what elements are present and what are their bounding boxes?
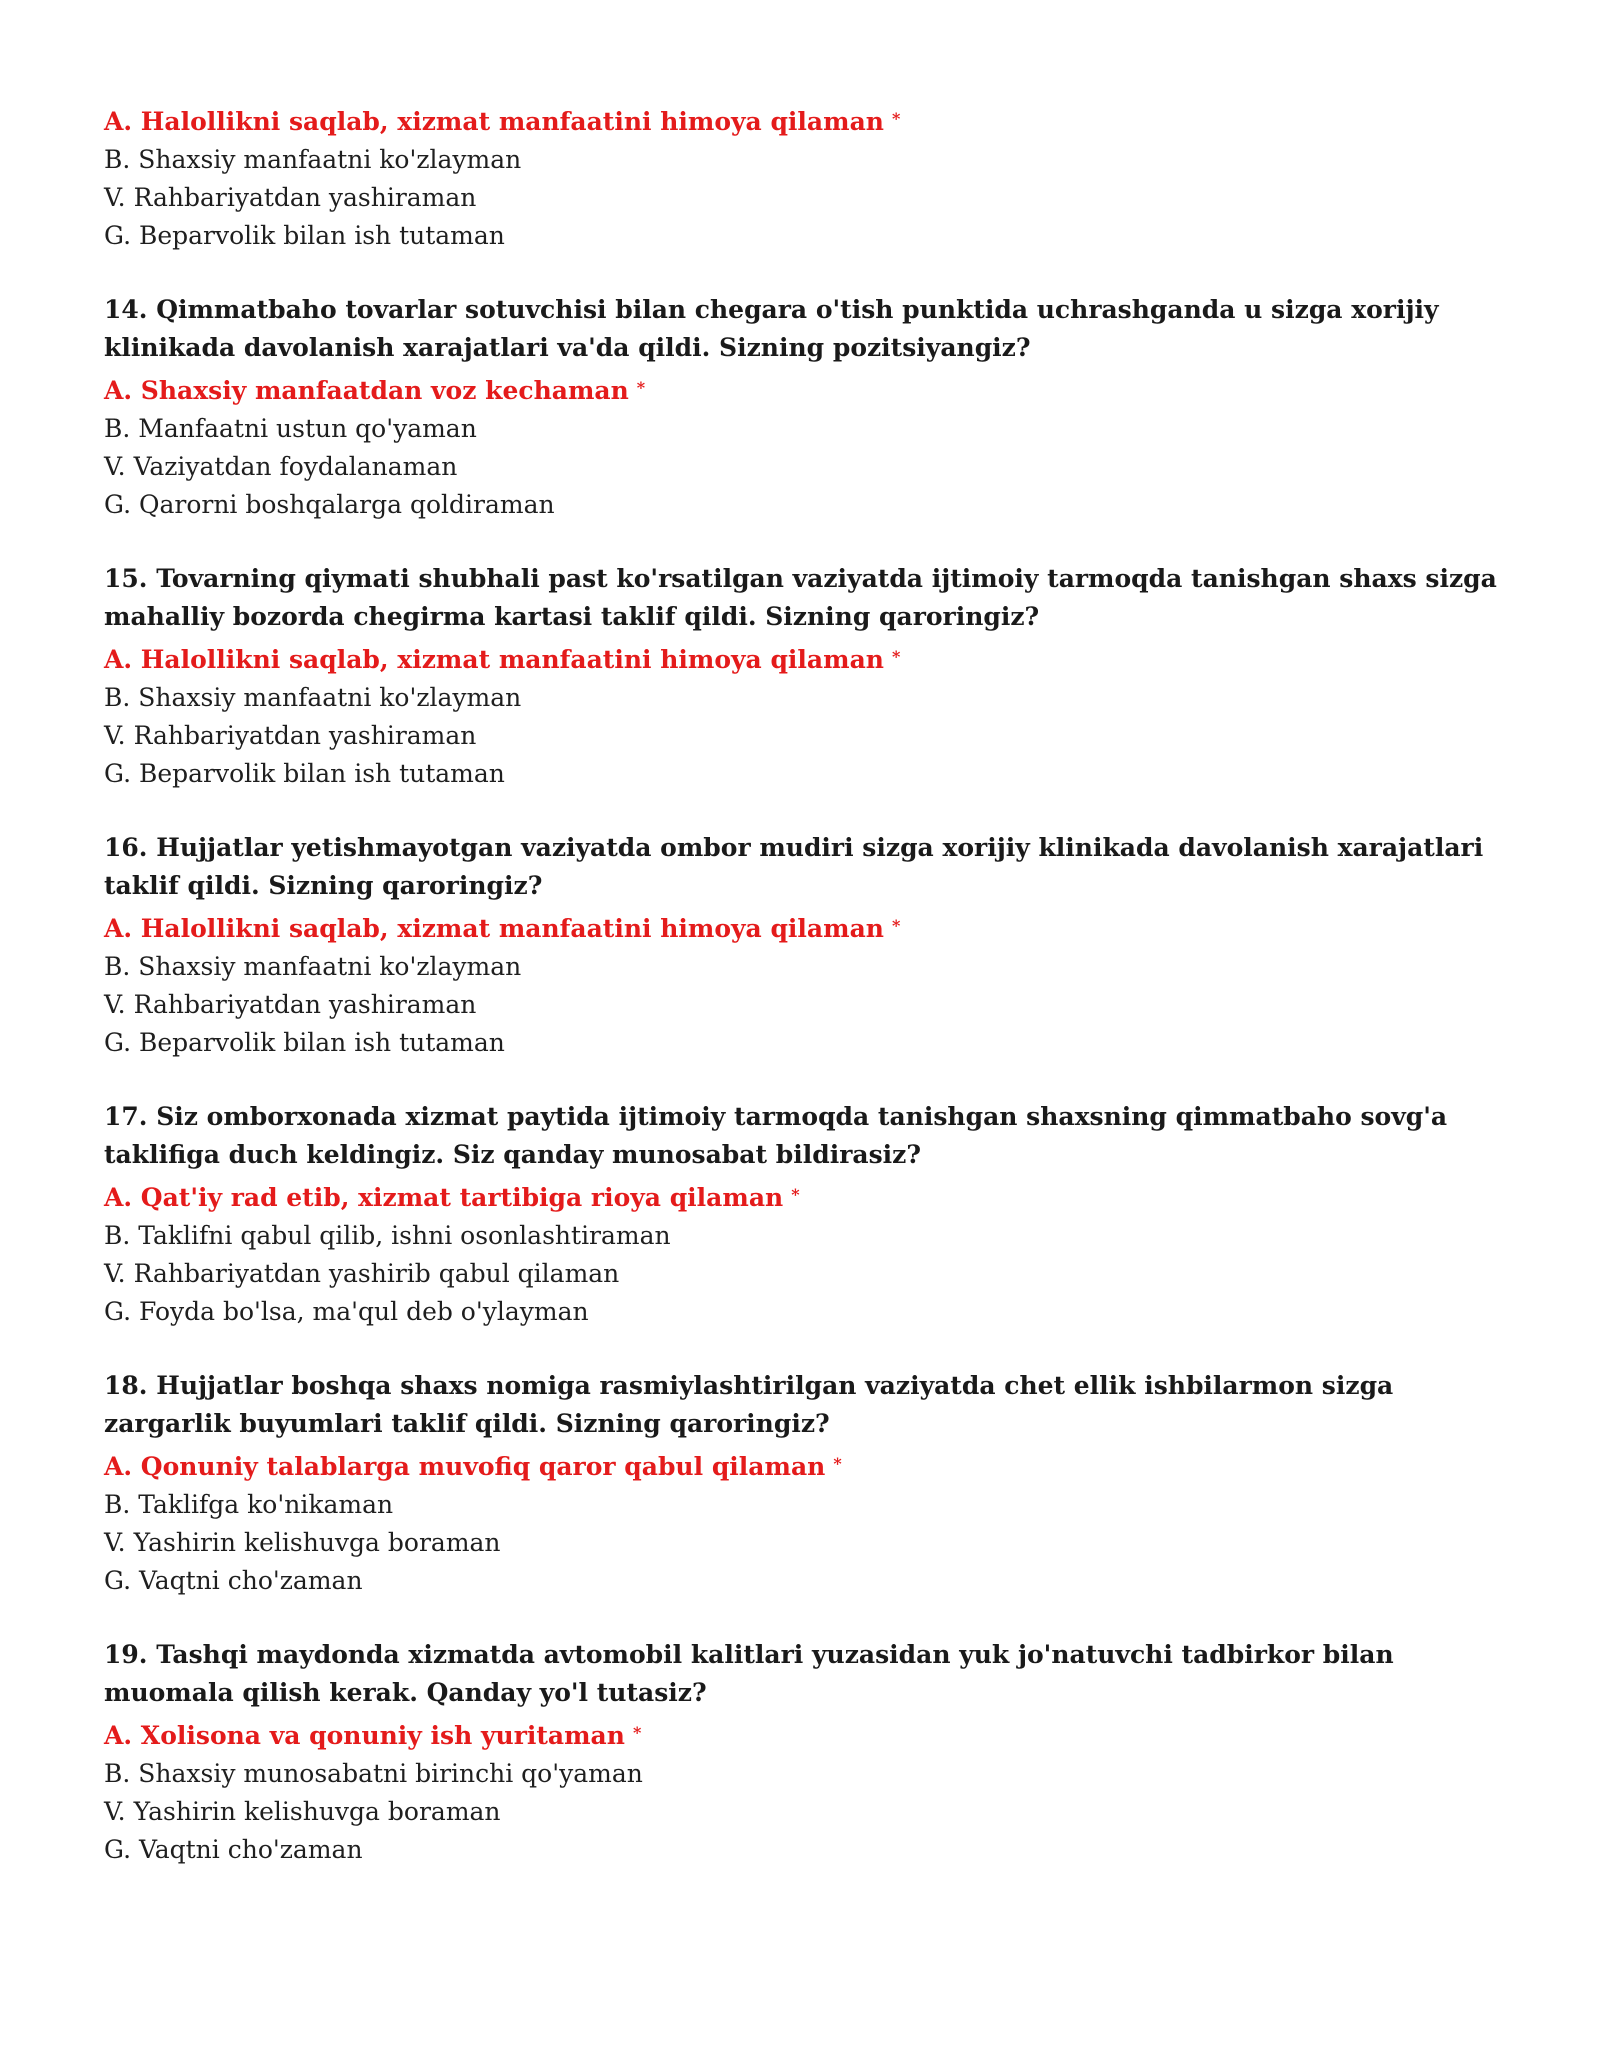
answer-option: G. Qarorni boshqalarga qoldiraman [104,490,555,519]
answer-correct: A. Halollikni saqlab, xizmat manfaatini himoya qilaman * [104,107,901,136]
question-text: 17. Siz omborxonada xizmat paytida ijtimoiy tarmoqda tanishgan shaxsning qimmatbaho sovg'a taklifiga duch keldingiz. Siz qanday munosabat bildirasiz? [104,1102,1448,1169]
correct-marker-icon: * [636,378,646,397]
answer-correct: A. Halollikni saqlab, xizmat manfaatini himoya qilaman * [104,645,901,674]
question-text: 15. Tovarning qiymati shubhali past ko'rsatilgan vaziyatda ijtimoiy tarmoqda tanishgan shaxs sizga mahalliy bozorda chegirma kartasi taklif qildi. Sizning qaroringiz? [104,564,1497,631]
question-block-15 [104,560,1524,793]
question-block-14 [104,291,1524,524]
question-text: 19. Tashqi maydonda xizmatda avtomobil kalitlari yuzasidan yuk jo'natuvchi tadbirkor bilan muomala qilish kerak. Qanday yo'l tutasiz? [104,1640,1394,1707]
question-block-16 [104,829,1524,1062]
question-text: 18. Hujjatlar boshqa shaxs nomiga rasmiylashtirilgan vaziyatda chet ellik ishbilarmon sizga zargarlik buyumlari taklif qildi. Sizning qaroringiz? [104,1371,1394,1438]
answer-option: V. Yashirin kelishuvga boraman [104,1528,501,1557]
answer-option: B. Shaxsiy manfaatni ko'zlayman [104,952,522,981]
answer-option: V. Rahbariyatdan yashiraman [104,721,477,750]
answer-correct: A. Qat'iy rad etib, xizmat tartibiga rioya qilaman * [104,1183,800,1212]
answer-correct: A. Shaxsiy manfaatdan voz kechaman * [104,376,646,405]
answer-option: G. Beparvolik bilan ish tutaman [104,759,505,788]
correct-marker-icon: * [891,109,901,128]
answer-correct: A. Qonuniy talablarga muvofiq qaror qabul qilaman * [104,1452,842,1481]
answer-option: V. Rahbariyatdan yashirib qabul qilaman [104,1259,620,1288]
answer-option: G. Vaqtni cho'zaman [104,1566,363,1595]
answer-option: V. Rahbariyatdan yashiraman [104,183,477,212]
question-block-13-continued [104,100,1524,255]
answer-option: G. Beparvolik bilan ish tutaman [104,221,505,250]
answer-option: B. Taklifni qabul qilib, ishni osonlashtiraman [104,1221,671,1250]
answer-correct: A. Xolisona va qonuniy ish yuritaman * [104,1721,642,1750]
answer-option: B. Manfaatni ustun qo'yaman [104,414,477,443]
question-text: 14. Qimmatbaho tovarlar sotuvchisi bilan chegara o'tish punktida uchrashganda u sizga xorijiy klinikada davolanish xarajatlari va'da qildi. Sizning pozitsiyangiz? [104,295,1439,362]
question-block-17 [104,1098,1524,1331]
answer-option: V. Rahbariyatdan yashiraman [104,990,477,1019]
answer-option: G. Vaqtni cho'zaman [104,1835,363,1864]
correct-marker-icon: * [632,1723,642,1742]
answer-option: B. Taklifga ko'nikaman [104,1490,394,1519]
answer-option: G. Foyda bo'lsa, ma'qul deb o'ylayman [104,1297,589,1326]
quiz-document [104,100,1524,1905]
correct-marker-icon: * [833,1454,842,1473]
answer-option: G. Beparvolik bilan ish tutaman [104,1028,505,1057]
correct-marker-icon: * [791,1185,800,1204]
question-block-19 [104,1636,1524,1869]
answer-option: V. Vaziyatdan foydalanaman [104,452,458,481]
answer-option: B. Shaxsiy manfaatni ko'zlayman [104,683,522,712]
answer-option: V. Yashirin kelishuvga boraman [104,1797,501,1826]
answer-option: B. Shaxsiy manfaatni ko'zlayman [104,145,522,174]
question-text: 16. Hujjatlar yetishmayotgan vaziyatda ombor mudiri sizga xorijiy klinikada davolanish xarajatlari taklif qildi. Sizning qaroringiz? [104,833,1484,900]
answer-correct: A. Halollikni saqlab, xizmat manfaatini himoya qilaman * [104,914,901,943]
answer-option: B. Shaxsiy munosabatni birinchi qo'yaman [104,1759,643,1788]
question-block-18 [104,1367,1524,1600]
correct-marker-icon: * [891,916,901,935]
correct-marker-icon: * [891,647,901,666]
